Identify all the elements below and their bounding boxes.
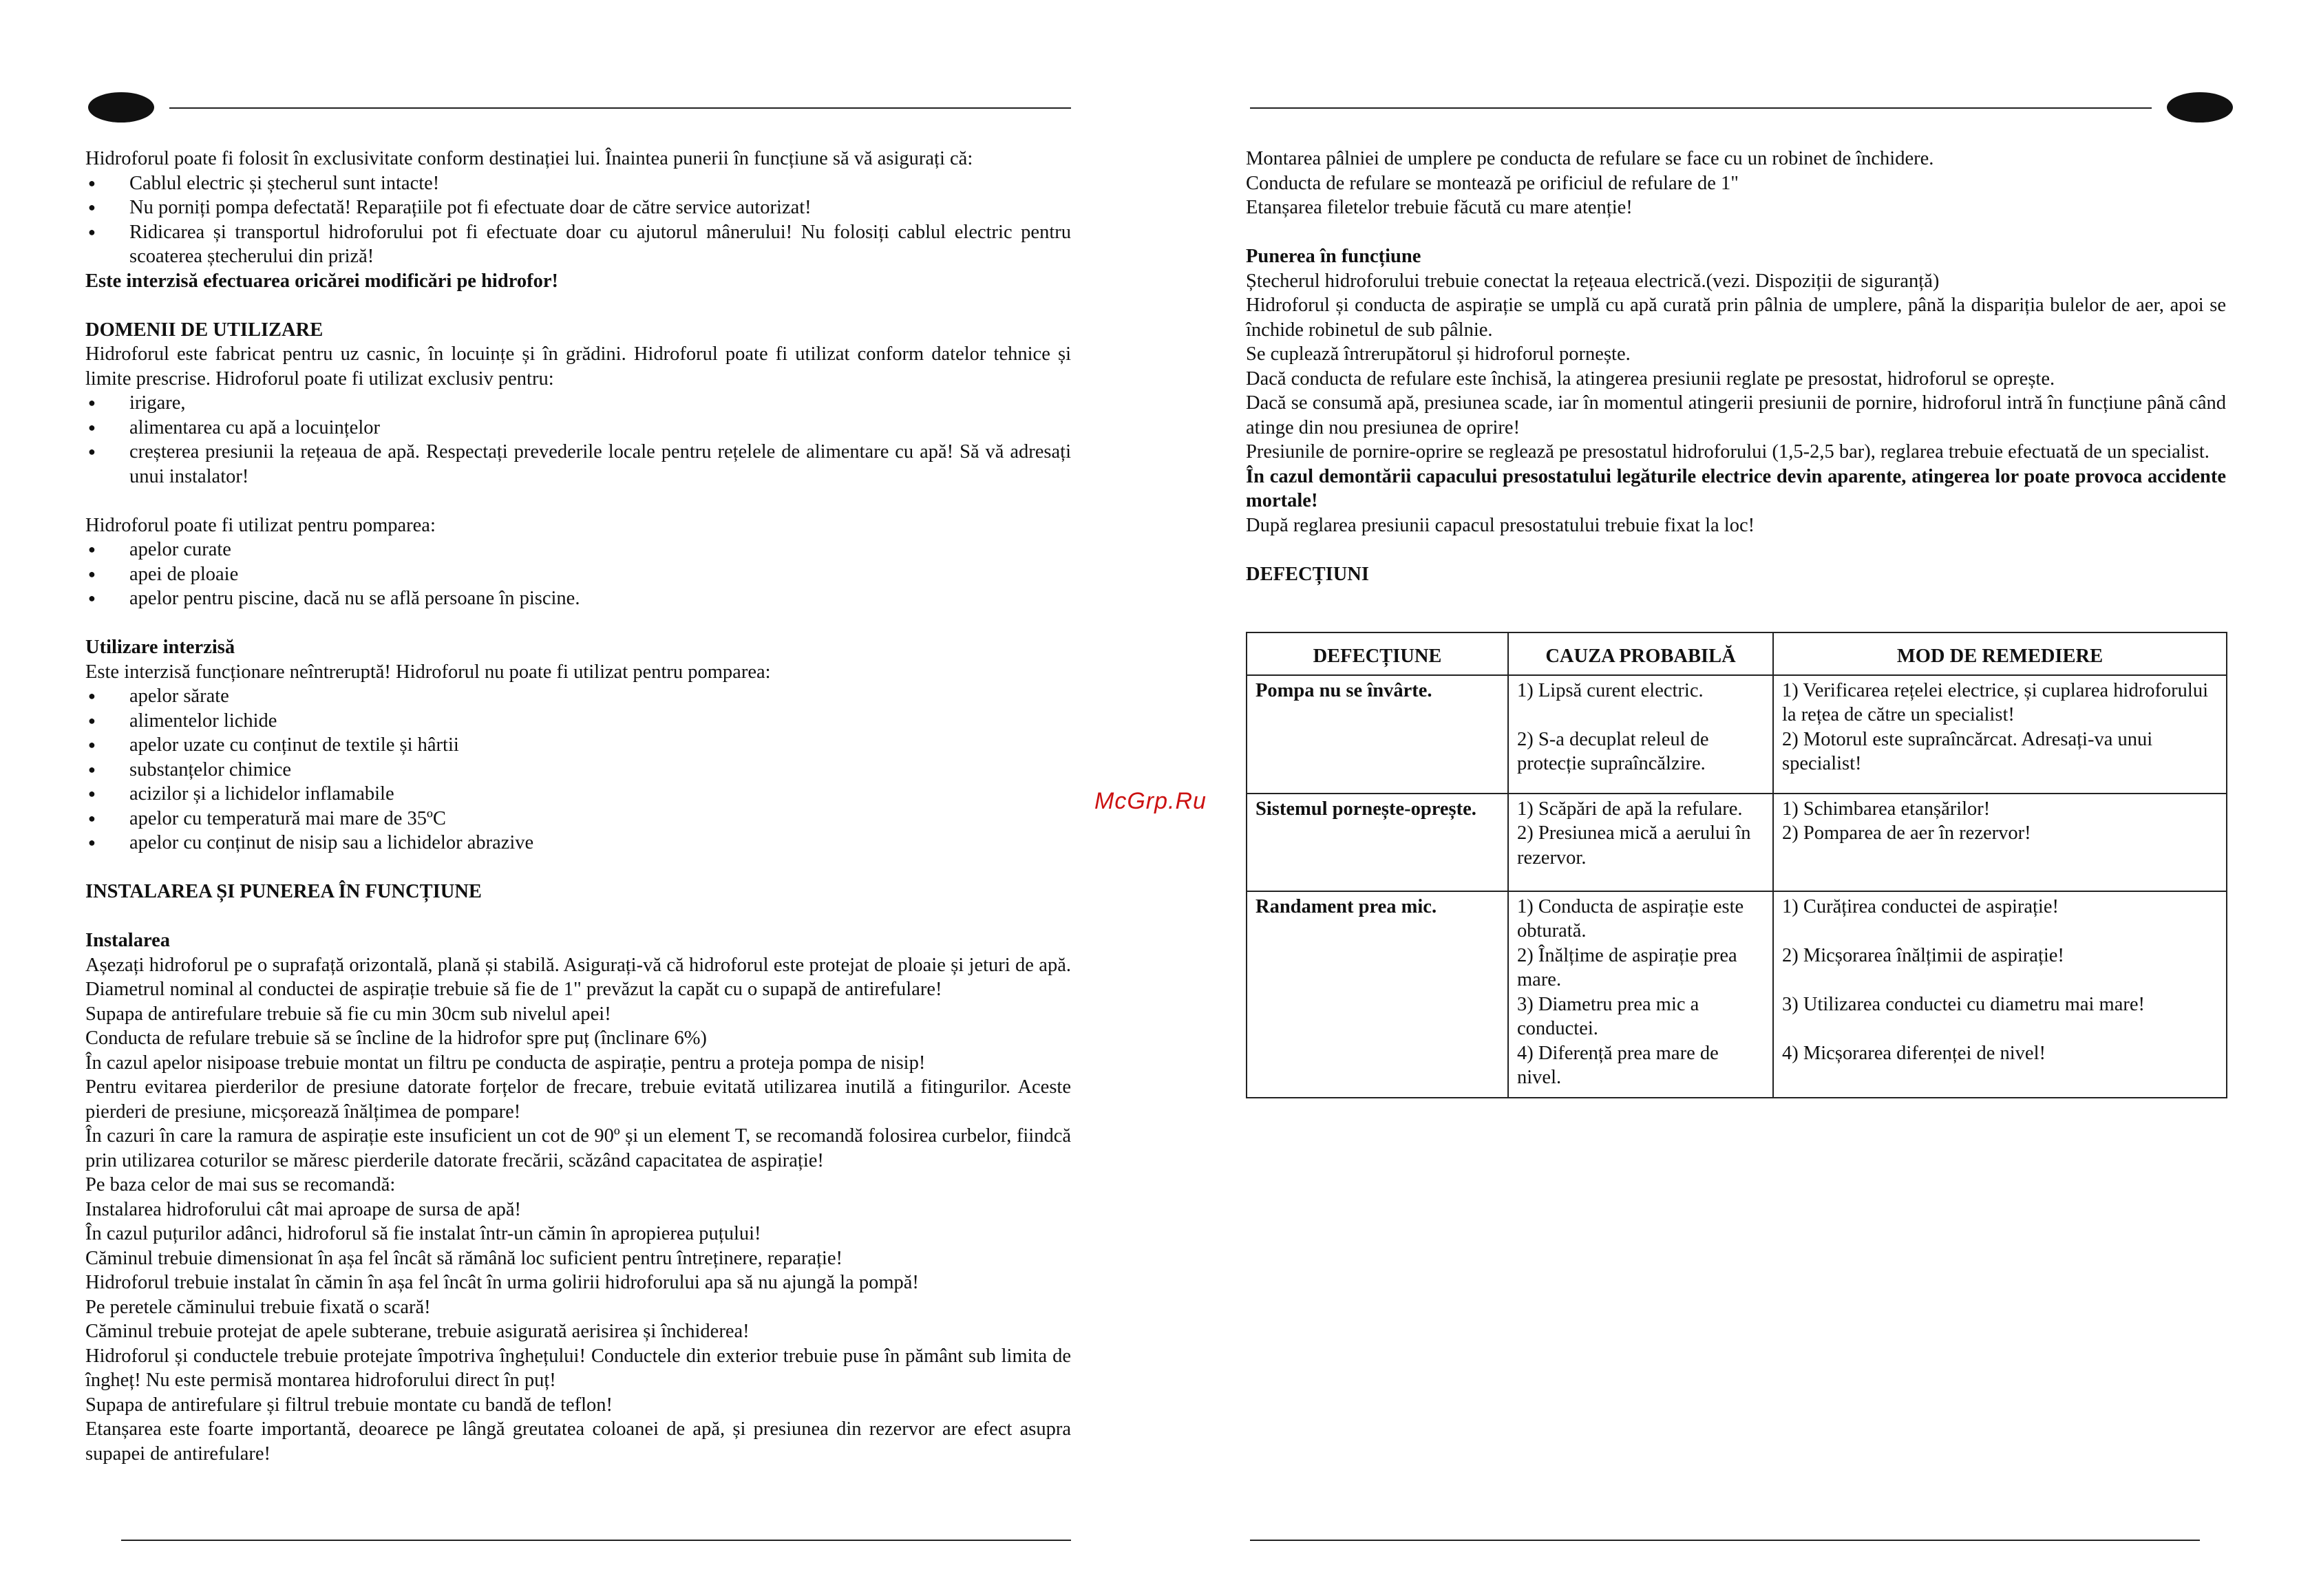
startup-final: După reglarea presiunii capacul presostatului trebuie fixat la loc!	[1246, 514, 1755, 536]
list-item: ● substanțelor chimice	[85, 758, 1071, 783]
list-item: ● apei de ploaie	[85, 562, 1071, 587]
startup-line: Dacă se consumă apă, presiunea scade, iar în momentul atingerii presiunii de pornire, hidroforul intră în funcțiune până când atinge din nou presiunea de oprire!	[1246, 392, 2226, 438]
section-title-startup: Punerea în funcțiune	[1246, 246, 1421, 267]
install-line: Pe baza celor de mai sus se recomandă:	[85, 1174, 396, 1195]
funnel-line: Montarea pâlniei de umplere pe conducta de refulare se face cu un robinet de închidere.	[1246, 148, 1934, 169]
defect-cell: Pompa nu se învârte.	[1247, 675, 1508, 794]
install-line: Etanșarea este foarte importantă, deoarece pe lângă greutatea coloanei de apă, și presiunea din rezervor are efect asupra supapei de antirefulare!	[85, 1418, 1071, 1465]
forbidden-text: Este interzisă funcționare neîntreruptă! Hidroforul nu poate fi utilizat pentru pomparea:	[85, 661, 771, 683]
cause-line: 4) Diferență prea mare de nivel.	[1517, 1042, 1719, 1088]
right-page	[1246, 147, 2226, 586]
startup-warning: În cazul demontării capacului presostatului legăturile electrice devin aparente, atingerea lor poate provoca accidente mortale!	[1246, 465, 2226, 511]
install-line: Așezați hidroforul pe o suprafață orizontală, plană și stabilă. Asigurați-vă că hidroforul este protejat de ploaie și jeturi de apă. Diametrul nominal al conductei de aspirație trebuie să fie de 1" prevăzut la capăt cu o supapă de antirefulare!	[85, 954, 1071, 1000]
page-marker-left	[88, 92, 154, 123]
list-item: ● apelor pentru piscine, dacă nu se află persoane în piscine.	[85, 586, 1071, 611]
remedy-line: 4) Micșorarea diferenței de nivel!	[1782, 1042, 2046, 1064]
install-line: Pe peretele căminului trebuie fixată o scară!	[85, 1296, 431, 1318]
list-item: ● Nu porniți pompa defectată! Reparațiile pot fi efectuate doar de către service autorizat!	[85, 195, 1071, 220]
list-item: ● apelor curate	[85, 538, 1071, 562]
startup-line: Ștecherul hidroforului trebuie conectat la rețeaua electrică.(vezi. Dispoziții de siguranță)	[1246, 270, 1940, 292]
install-line: Conducta de refulare trebuie să se încline de la hidrofor spre puț (înclinare 6%)	[85, 1028, 707, 1049]
table-row	[1247, 794, 2227, 891]
list-item: ● Ridicarea și transportul hidroforului pot fi efectuate doar cu ajutorul mânerului! Nu folosiți cablul electric pentru scoaterea ștecherului din priză!	[85, 220, 1071, 269]
list-item: ● Cablul electric și ștecherul sunt intacte!	[85, 171, 1071, 196]
domains-list	[85, 391, 1071, 489]
install-line: În cazul apelor nisipoase trebuie montat un filtru pe conducta de aspirație, pentru a proteja pompa de nisip!	[85, 1052, 926, 1074]
startup-line: Se cuplează întrerupătorul și hidroforul pornește.	[1246, 343, 1631, 365]
install-line: În cazul puțurilor adânci, hidroforul să fie instalat într-un cămin în apropierea puțului!	[85, 1223, 761, 1244]
list-item: ● creșterea presiunii la rețeaua de apă. Respectați prevederile locale pentru rețelele de alimentare cu apă! Să vă adresați unui instalator!	[85, 440, 1071, 489]
cause-line: 2) Presiunea mică a aerului în rezervor.	[1517, 822, 1751, 869]
install-line: Căminul trebuie protejat de apele subterane, trebuie asigurată aerisirea și închiderea!	[85, 1321, 750, 1342]
funnel-line: Conducta de refulare se montează pe orificiul de refulare de 1"	[1246, 172, 1739, 194]
table-row	[1247, 675, 2227, 794]
install-line: Pentru evitarea pierderilor de presiune datorate forțelor de frecare, trebuie evitată utilizarea inutilă a fitingurilor. Aceste pierderi de presiune, micșorează înălțimea de pompare!	[85, 1076, 1071, 1122]
remedy-cell	[1773, 794, 2227, 891]
remedy-line: 2) Pomparea de aer în rezervor!	[1782, 822, 2031, 844]
header-rule-left	[169, 107, 1071, 109]
list-item: ● apelor sărate	[85, 684, 1071, 709]
remedy-line: 1) Schimbarea etanșărilor!	[1782, 798, 1991, 820]
cause-cell	[1508, 675, 1773, 794]
install-line: Instalarea hidroforului cât mai aproape de sursa de apă!	[85, 1198, 522, 1220]
section-title-install: INSTALAREA ȘI PUNEREA ÎN FUNCȚIUNE	[85, 881, 482, 902]
footer-rule-right	[1250, 1540, 2200, 1541]
section-title-forbidden: Utilizare interzisă	[85, 637, 235, 658]
list-item: ● apelor cu temperatură mai mare de 35ºC	[85, 807, 1071, 831]
defects-table	[1246, 632, 2227, 1098]
footer-rule-left	[121, 1540, 1071, 1541]
cause-line: 1) Scăpări de apă la refulare.	[1517, 798, 1743, 820]
intro-text: Hidroforul poate fi folosit în exclusivitate conform destinației lui. Înaintea punerii în funcțiune să vă asigurați că:	[85, 148, 973, 169]
remedy-spacer	[1782, 1017, 2218, 1041]
intro-list	[85, 171, 1071, 269]
install-line: Căminul trebuie dimensionat în așa fel încât să rămână loc suficient pentru întreținere, reparație!	[85, 1247, 843, 1269]
install-line: Supapa de antirefulare trebuie să fie cu min 30cm sub nivelul apei!	[85, 1003, 611, 1025]
cause-cell	[1508, 794, 1773, 891]
defect-cell: Sistemul pornește-oprește.	[1247, 794, 1508, 891]
cause-line: 2) Înălțime de aspirație prea mare.	[1517, 944, 1737, 990]
remedy-spacer	[1782, 919, 2218, 944]
list-item: ● apelor uzate cu conținut de textile și hârtii	[85, 733, 1071, 758]
pumping-list	[85, 538, 1071, 611]
left-page	[85, 147, 1071, 1466]
pumping-text: Hidroforul poate fi utilizat pentru pomparea:	[85, 514, 436, 536]
remedy-line: 2) Motorul este supraîncărcat. Adresați-va unui specialist!	[1782, 728, 2153, 774]
table-header-row	[1247, 632, 2227, 675]
column-header-defect: DEFECȚIUNE	[1247, 632, 1508, 675]
funnel-line: Etanșarea filetelor trebuie făcută cu mare atenție!	[1246, 197, 1633, 218]
remedy-line: 2) Micșorarea înălțimii de aspirație!	[1782, 944, 2064, 966]
remedy-spacer	[1782, 968, 2218, 992]
cause-line: 1) Conducta de aspirație este obturată.	[1517, 895, 1744, 941]
remedy-cell	[1773, 675, 2227, 794]
column-header-remedy: MOD DE REMEDIERE	[1773, 632, 2227, 675]
header-rule-right	[1250, 107, 2152, 109]
cause-cell	[1508, 891, 1773, 1098]
list-item: ● irigare,	[85, 391, 1071, 416]
domains-text: Hidroforul este fabricat pentru uz casnic, în locuințe și în grădini. Hidroforul poate fi utilizat conform datelor tehnice și limite prescrise. Hidroforul poate fi utilizat exclusiv pentru:	[85, 343, 1071, 390]
startup-line: Dacă conducta de refulare este închisă, la atingerea presiunii reglate pe presostat, hidroforul se oprește.	[1246, 368, 2055, 390]
cause-line: 3) Diametru prea mic a conductei.	[1517, 993, 1699, 1039]
install-line: În cazuri în care la ramura de aspirație este insuficient un cot de 90º și un element T, se recomandă folosirea curbelor, fiindcă prin utilizarea coturilor se măresc pierderile datorate frecării, scăzând capacitatea de aspirație!	[85, 1125, 1071, 1171]
install-line: Supapa de antirefulare și filtrul trebuie montate cu bandă de teflon!	[85, 1394, 613, 1416]
cause-line: 2) S-a decuplat releul de protecție supraîncălzire.	[1517, 728, 1709, 774]
remedy-line: 1) Verificarea rețelei electrice, și cuplarea hidroforului la rețea de către un specialist!	[1782, 679, 2209, 725]
section-title-defects: DEFECȚIUNI	[1246, 563, 1369, 585]
list-item: ● apelor cu conținut de nisip sau a lichidelor abrazive	[85, 831, 1071, 855]
cause-spacer	[1517, 703, 1764, 727]
remedy-cell	[1773, 891, 2227, 1098]
remedy-line: 3) Utilizarea conductei cu diametru mai mare!	[1782, 993, 2145, 1015]
modification-warning: Este interzisă efectuarea oricărei modificări pe hidrofor!	[85, 270, 558, 292]
subsection-title-install: Instalarea	[85, 930, 170, 951]
install-line: Hidroforul și conductele trebuie protejate împotriva înghețului! Conductele din exterior trebuie puse în pământ sub limita de îngheț! Nu este permisă montarea hidroforului direct în puț!	[85, 1345, 1071, 1391]
defect-cell: Randament prea mic.	[1247, 891, 1508, 1098]
section-title-domains: DOMENII DE UTILIZARE	[85, 319, 324, 341]
startup-line: Presiunile de pornire-oprire se reglează pe presostatul hidroforului (1,5-2,5 bar), reglarea trebuie efectuată de un specialist.	[1246, 441, 2210, 462]
list-item: ● alimentarea cu apă a locuințelor	[85, 416, 1071, 440]
install-line: Hidroforul trebuie instalat în cămin în așa fel încât în urma golirii hidroforului apa să nu ajungă la pompă!	[85, 1272, 919, 1293]
column-header-cause: CAUZA PROBABILĂ	[1508, 632, 1773, 675]
watermark: McGrp.Ru	[1094, 788, 1207, 814]
page-marker-right	[2167, 92, 2233, 123]
table-row	[1247, 891, 2227, 1098]
list-item: ● acizilor și a lichidelor inflamabile	[85, 782, 1071, 807]
list-item: ● alimentelor lichide	[85, 709, 1071, 734]
cause-line: 1) Lipsă curent electric.	[1517, 679, 1704, 701]
forbidden-list	[85, 684, 1071, 855]
startup-line: Hidroforul și conducta de aspirație se umplă cu apă curată prin pâlnia de umplere, până la dispariția bulelor de aer, apoi se închide robinetul de sub pâlnie.	[1246, 295, 2226, 341]
remedy-line: 1) Curățirea conductei de aspirație!	[1782, 895, 2059, 917]
